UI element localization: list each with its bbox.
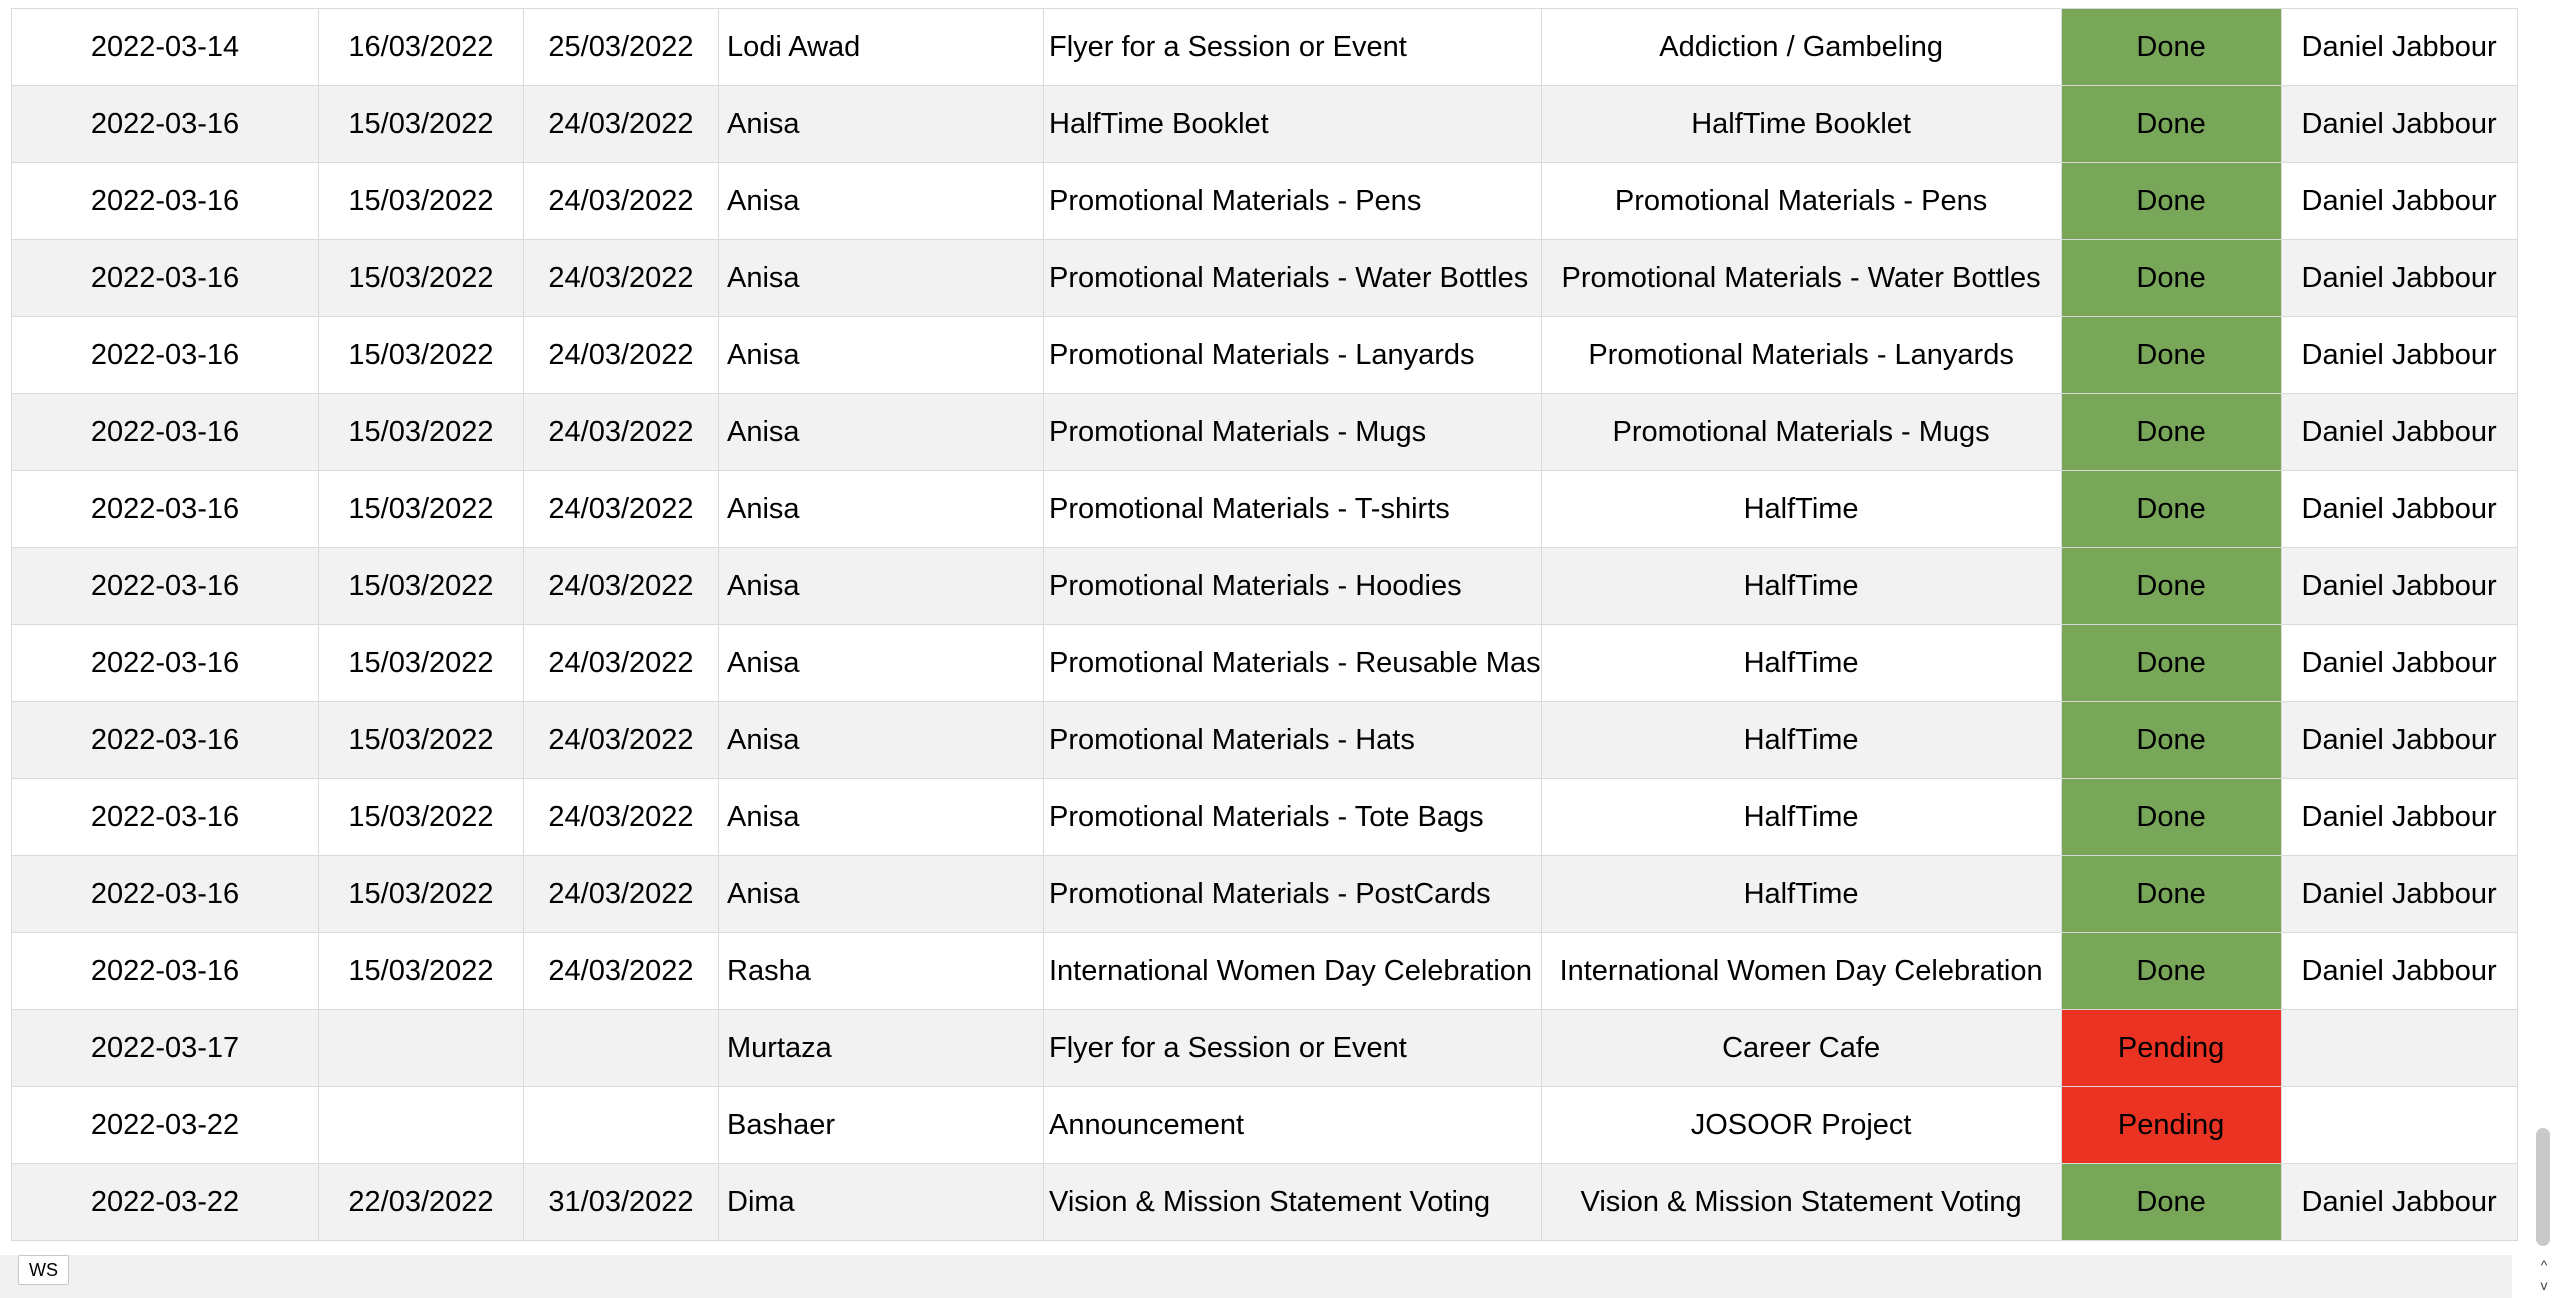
- status-cell[interactable]: Done: [2061, 1164, 2281, 1241]
- assignee-cell[interactable]: Daniel Jabbour: [2281, 86, 2517, 163]
- sheet-body: [12, 9, 2518, 1241]
- status-cell[interactable]: Done: [2061, 625, 2281, 702]
- project-cell[interactable]: Vision & Mission Statement Voting: [1541, 1164, 2061, 1241]
- table-row: [12, 702, 2518, 779]
- end-cell[interactable]: [524, 1010, 719, 1087]
- start-cell[interactable]: [319, 1010, 524, 1087]
- end-cell[interactable]: 24/03/2022: [524, 317, 719, 394]
- date-cell[interactable]: 2022-03-22: [12, 1164, 319, 1241]
- end-cell[interactable]: 24/03/2022: [524, 702, 719, 779]
- type-cell[interactable]: Vision & Mission Statement Voting: [1044, 1164, 1542, 1241]
- date-cell[interactable]: 2022-03-16: [12, 86, 319, 163]
- date-cell[interactable]: 2022-03-16: [12, 240, 319, 317]
- date-cell[interactable]: 2022-03-16: [12, 625, 319, 702]
- end-cell[interactable]: 24/03/2022: [524, 625, 719, 702]
- end-cell[interactable]: 24/03/2022: [524, 779, 719, 856]
- status-cell[interactable]: Done: [2061, 240, 2281, 317]
- date-cell[interactable]: 2022-03-16: [12, 317, 319, 394]
- assignee-cell[interactable]: Daniel Jabbour: [2281, 9, 2517, 86]
- status-cell[interactable]: Pending: [2061, 1087, 2281, 1164]
- assignee-cell[interactable]: Daniel Jabbour: [2281, 394, 2517, 471]
- requester-cell[interactable]: Anisa: [719, 317, 1044, 394]
- end-cell[interactable]: 24/03/2022: [524, 933, 719, 1010]
- project-cell[interactable]: HalfTime Booklet: [1541, 86, 2061, 163]
- start-cell[interactable]: 15/03/2022: [319, 240, 524, 317]
- requester-cell[interactable]: Anisa: [719, 86, 1044, 163]
- type-cell[interactable]: Promotional Materials - Pens: [1044, 163, 1542, 240]
- date-cell[interactable]: 2022-03-16: [12, 471, 319, 548]
- start-cell[interactable]: 15/03/2022: [319, 933, 524, 1010]
- assignee-cell[interactable]: Daniel Jabbour: [2281, 240, 2517, 317]
- table-row: [12, 9, 2518, 86]
- table-row: [12, 240, 2518, 317]
- assignee-cell[interactable]: Daniel Jabbour: [2281, 933, 2517, 1010]
- date-cell[interactable]: 2022-03-16: [12, 548, 319, 625]
- status-cell[interactable]: Done: [2061, 394, 2281, 471]
- end-cell[interactable]: 24/03/2022: [524, 394, 719, 471]
- type-cell[interactable]: Promotional Materials - Hats: [1044, 702, 1542, 779]
- table-row: [12, 856, 2518, 933]
- project-cell[interactable]: JOSOOR Project: [1541, 1087, 2061, 1164]
- end-cell[interactable]: 24/03/2022: [524, 471, 719, 548]
- date-cell[interactable]: 2022-03-16: [12, 779, 319, 856]
- start-cell[interactable]: 15/03/2022: [319, 779, 524, 856]
- table-row: [12, 471, 2518, 548]
- status-cell[interactable]: Done: [2061, 86, 2281, 163]
- assignee-cell[interactable]: Daniel Jabbour: [2281, 1164, 2517, 1241]
- status-cell[interactable]: Done: [2061, 702, 2281, 779]
- scroll-down-arrow-icon[interactable]: v: [2540, 1277, 2548, 1293]
- end-cell[interactable]: [524, 1087, 719, 1164]
- assignee-cell[interactable]: [2281, 1087, 2517, 1164]
- status-cell[interactable]: Done: [2061, 856, 2281, 933]
- assignee-cell[interactable]: [2281, 1010, 2517, 1087]
- type-cell[interactable]: Promotional Materials - Reusable Mas: [1044, 625, 1542, 702]
- status-cell[interactable]: Done: [2061, 9, 2281, 86]
- project-cell[interactable]: HalfTime: [1541, 548, 2061, 625]
- status-cell[interactable]: Done: [2061, 933, 2281, 1010]
- table-row: [12, 1010, 2518, 1087]
- date-cell[interactable]: 2022-03-14: [12, 9, 319, 86]
- requester-cell[interactable]: Anisa: [719, 702, 1044, 779]
- date-cell[interactable]: 2022-03-16: [12, 163, 319, 240]
- assignee-cell[interactable]: Daniel Jabbour: [2281, 625, 2517, 702]
- requester-cell[interactable]: Anisa: [719, 163, 1044, 240]
- type-cell[interactable]: HalfTime Booklet: [1044, 86, 1542, 163]
- assignee-cell[interactable]: Daniel Jabbour: [2281, 779, 2517, 856]
- table-row: [12, 933, 2518, 1010]
- type-cell[interactable]: Promotional Materials - Hoodies: [1044, 548, 1542, 625]
- start-cell[interactable]: 15/03/2022: [319, 548, 524, 625]
- project-cell[interactable]: HalfTime: [1541, 625, 2061, 702]
- requester-cell[interactable]: Lodi Awad: [719, 9, 1044, 86]
- type-cell[interactable]: Promotional Materials - Lanyards: [1044, 317, 1542, 394]
- status-cell[interactable]: Done: [2061, 779, 2281, 856]
- end-cell[interactable]: 31/03/2022: [524, 1164, 719, 1241]
- sheet-grid: [11, 8, 2518, 1241]
- start-cell[interactable]: 15/03/2022: [319, 702, 524, 779]
- type-cell[interactable]: Announcement: [1044, 1087, 1542, 1164]
- requester-cell[interactable]: Anisa: [719, 240, 1044, 317]
- status-cell[interactable]: Done: [2061, 317, 2281, 394]
- table-row: [12, 1164, 2518, 1241]
- project-cell[interactable]: Addiction / Gambeling: [1541, 9, 2061, 86]
- type-cell[interactable]: Promotional Materials - Water Bottles: [1044, 240, 1542, 317]
- table-row: [12, 163, 2518, 240]
- project-cell[interactable]: HalfTime: [1541, 471, 2061, 548]
- requester-cell[interactable]: Anisa: [719, 856, 1044, 933]
- start-cell[interactable]: 15/03/2022: [319, 394, 524, 471]
- table-row: [12, 86, 2518, 163]
- requester-cell[interactable]: Anisa: [719, 779, 1044, 856]
- project-cell[interactable]: International Women Day Celebration: [1541, 933, 2061, 1010]
- type-cell[interactable]: International Women Day Celebration: [1044, 933, 1542, 1010]
- date-cell[interactable]: 2022-03-16: [12, 394, 319, 471]
- requester-cell[interactable]: Anisa: [719, 625, 1044, 702]
- end-cell[interactable]: 25/03/2022: [524, 9, 719, 86]
- start-cell[interactable]: 16/03/2022: [319, 9, 524, 86]
- end-cell[interactable]: 24/03/2022: [524, 86, 719, 163]
- requester-cell[interactable]: Dima: [719, 1164, 1044, 1241]
- start-cell[interactable]: [319, 1087, 524, 1164]
- start-cell[interactable]: 15/03/2022: [319, 471, 524, 548]
- type-cell[interactable]: Flyer for a Session or Event: [1044, 1010, 1542, 1087]
- vertical-scrollbar-thumb[interactable]: [2536, 1128, 2550, 1246]
- assignee-cell[interactable]: Daniel Jabbour: [2281, 163, 2517, 240]
- start-cell[interactable]: 15/03/2022: [319, 317, 524, 394]
- start-cell[interactable]: 22/03/2022: [319, 1164, 524, 1241]
- status-cell[interactable]: Pending: [2061, 1010, 2281, 1087]
- scroll-up-arrow-icon[interactable]: ^: [2540, 1257, 2548, 1273]
- type-cell[interactable]: Promotional Materials - Tote Bags: [1044, 779, 1542, 856]
- type-cell[interactable]: Promotional Materials - PostCards: [1044, 856, 1542, 933]
- project-cell[interactable]: Promotional Materials - Pens: [1541, 163, 2061, 240]
- end-cell[interactable]: 24/03/2022: [524, 548, 719, 625]
- project-cell[interactable]: Promotional Materials - Water Bottles: [1541, 240, 2061, 317]
- table-row: [12, 779, 2518, 856]
- requester-cell[interactable]: Murtaza: [719, 1010, 1044, 1087]
- assignee-cell[interactable]: Daniel Jabbour: [2281, 471, 2517, 548]
- project-cell[interactable]: HalfTime: [1541, 702, 2061, 779]
- table-row: [12, 317, 2518, 394]
- assignee-cell[interactable]: Daniel Jabbour: [2281, 317, 2517, 394]
- status-cell[interactable]: Done: [2061, 163, 2281, 240]
- status-cell[interactable]: Done: [2061, 548, 2281, 625]
- type-cell[interactable]: Flyer for a Session or Event: [1044, 9, 1542, 86]
- project-cell[interactable]: Promotional Materials - Mugs: [1541, 394, 2061, 471]
- type-cell[interactable]: Promotional Materials - T-shirts: [1044, 471, 1542, 548]
- date-cell[interactable]: 2022-03-16: [12, 856, 319, 933]
- table-row: [12, 625, 2518, 702]
- start-cell[interactable]: 15/03/2022: [319, 625, 524, 702]
- project-cell[interactable]: HalfTime: [1541, 779, 2061, 856]
- start-cell[interactable]: 15/03/2022: [319, 856, 524, 933]
- status-cell[interactable]: Done: [2061, 471, 2281, 548]
- type-cell[interactable]: Promotional Materials - Mugs: [1044, 394, 1542, 471]
- assignee-cell[interactable]: Daniel Jabbour: [2281, 702, 2517, 779]
- start-cell[interactable]: 15/03/2022: [319, 86, 524, 163]
- assignee-cell[interactable]: Daniel Jabbour: [2281, 548, 2517, 625]
- requester-cell[interactable]: Anisa: [719, 394, 1044, 471]
- assignee-cell[interactable]: Daniel Jabbour: [2281, 856, 2517, 933]
- table-row: [12, 394, 2518, 471]
- project-cell[interactable]: HalfTime: [1541, 856, 2061, 933]
- requester-cell[interactable]: Bashaer: [719, 1087, 1044, 1164]
- sheet-tab-ws[interactable]: WS: [18, 1255, 69, 1285]
- date-cell[interactable]: 2022-03-22: [12, 1087, 319, 1164]
- end-cell[interactable]: 24/03/2022: [524, 856, 719, 933]
- date-cell[interactable]: 2022-03-16: [12, 933, 319, 1010]
- end-cell[interactable]: 24/03/2022: [524, 163, 719, 240]
- requester-cell[interactable]: Anisa: [719, 471, 1044, 548]
- project-cell[interactable]: Career Cafe: [1541, 1010, 2061, 1087]
- start-cell[interactable]: 15/03/2022: [319, 163, 524, 240]
- requester-cell[interactable]: Anisa: [719, 548, 1044, 625]
- end-cell[interactable]: 24/03/2022: [524, 240, 719, 317]
- table-row: [12, 548, 2518, 625]
- sheet-tab-bar: [0, 1255, 2512, 1298]
- requester-cell[interactable]: Rasha: [719, 933, 1044, 1010]
- project-cell[interactable]: Promotional Materials - Lanyards: [1541, 317, 2061, 394]
- date-cell[interactable]: 2022-03-17: [12, 1010, 319, 1087]
- date-cell[interactable]: 2022-03-16: [12, 702, 319, 779]
- table-row: [12, 1087, 2518, 1164]
